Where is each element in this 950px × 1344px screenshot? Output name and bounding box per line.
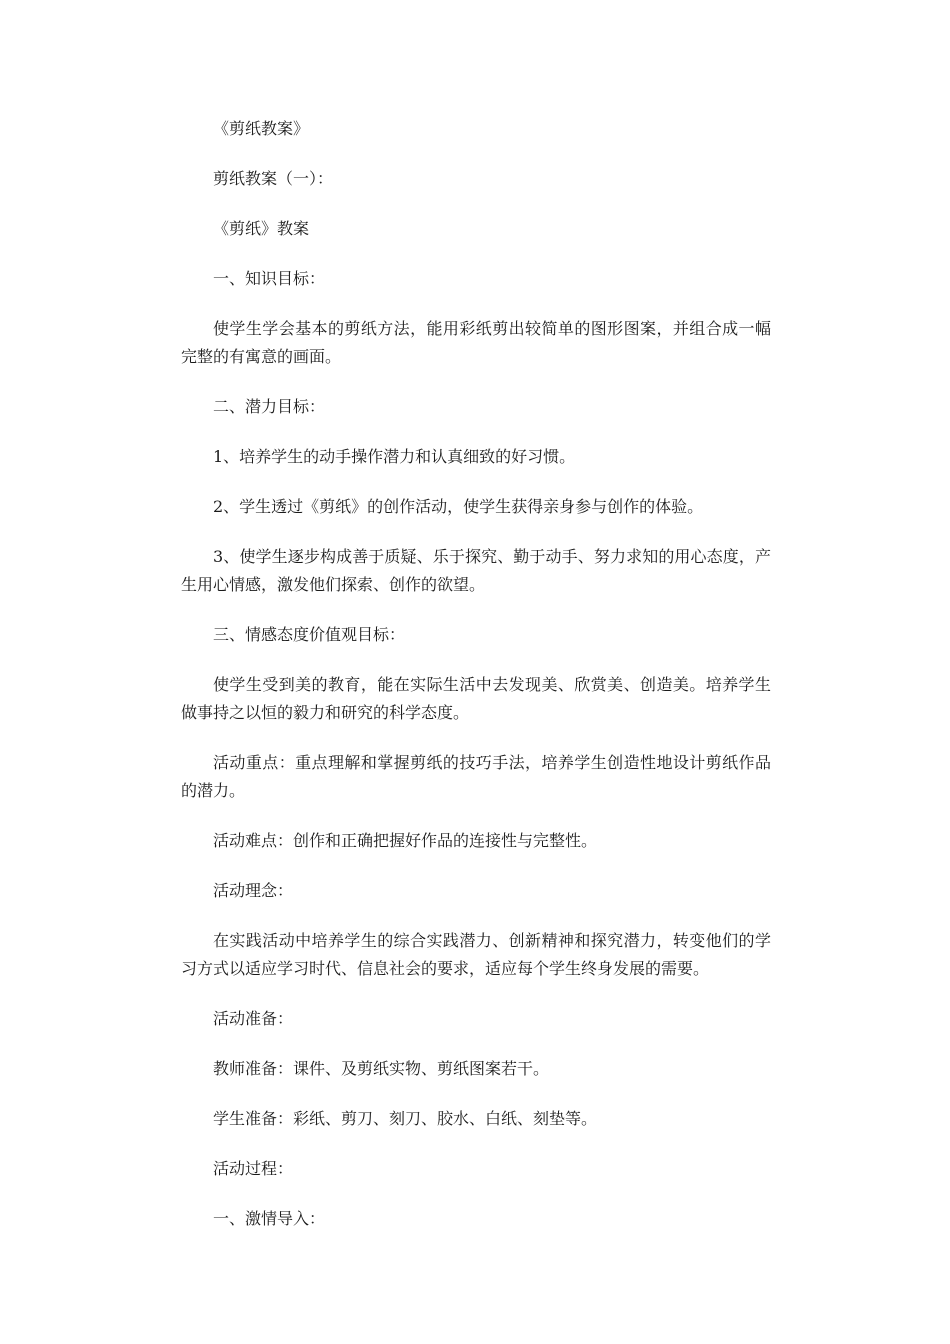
subtitle: 《剪纸》教案 [213,219,310,238]
paragraph: 使学生学会基本的剪纸方法，能用彩纸剪出较简单的图形图案，并组合成一幅完整的有寓意的画面。 [181,319,771,366]
paragraph: 使学生受到美的教育，能在实际生活中去发现美、欣赏美、创造美。培养学生做事持之以恒的毅力和研究的科学态度。 [181,675,771,722]
paragraph: 学生准备：彩纸、剪刀、刻刀、胶水、白纸、刻垫等。 [213,1109,598,1128]
section-heading: 剪纸教案（一）： [213,169,334,188]
paragraph: 教师准备：课件、及剪纸实物、剪纸图案若干。 [213,1059,550,1078]
section-heading: 活动过程： [213,1159,294,1178]
list-item: 3、使学生逐步构成善于质疑、乐于探究、勤于动手、努力求知的用心态度，产生用心情感，激发他们探索、创作的欲望。 [181,547,771,594]
document-body [181,115,771,1255]
section-heading: 活动理念： [213,881,294,900]
paragraph: 活动难点：创作和正确把握好作品的连接性与完整性。 [213,831,598,850]
paragraph: 在实践活动中培养学生的综合实践潜力、创新精神和探究潜力，转变他们的学习方式以适应学习时代、信息社会的要求，适应每个学生终身发展的需要。 [181,931,771,978]
section-heading: 一、激情导入： [213,1209,326,1228]
section-heading: 二、潜力目标： [213,397,326,416]
list-item: 1、培养学生的动手操作潜力和认真细致的好习惯。 [213,447,576,466]
section-heading: 三、情感态度价值观目标： [213,625,406,644]
section-heading: 一、知识目标： [213,269,326,288]
document-title: 《剪纸教案》 [213,119,310,138]
paragraph: 活动重点：重点理解和掌握剪纸的技巧手法，培养学生创造性地设计剪纸作品的潜力。 [181,753,771,800]
list-item: 2、学生透过《剪纸》的创作活动，使学生获得亲身参与创作的体验。 [213,497,704,516]
section-heading: 活动准备： [213,1009,294,1028]
